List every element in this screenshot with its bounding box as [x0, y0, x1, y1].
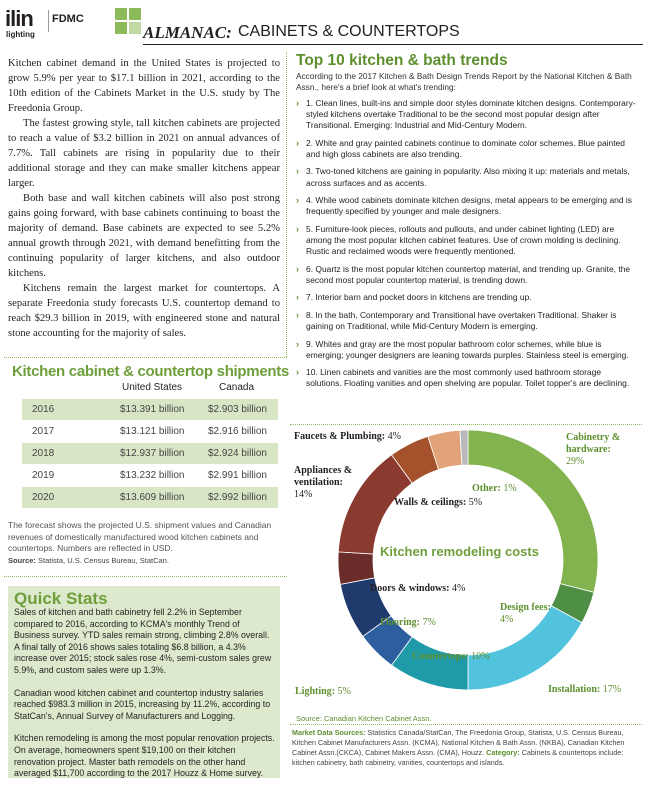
- label-text: Countertops:: [412, 651, 469, 662]
- year-cell: 2020: [32, 492, 55, 503]
- label-text: Cabinetry & hardware:: [566, 432, 621, 455]
- us-cell: $13.232 billion: [120, 470, 185, 481]
- label-flooring: [380, 617, 436, 629]
- canada-cell: $2.991 billion: [208, 470, 267, 481]
- quick-stats-body: [14, 607, 276, 786]
- year-cell: 2019: [32, 470, 55, 481]
- table-row: [22, 442, 278, 464]
- table-row: [22, 486, 278, 508]
- chevron-right-icon: ›: [296, 137, 299, 148]
- trend-text: 6. Quartz is the most popular kitchen countertop material, and trending up. Granite, the second most popular countertop material, is trending down.: [306, 263, 631, 285]
- article-paragraph-4: Kitchens remain the largest market for countertops. A separate Freedonia study forecasts U.S. countertop demand to reach $29.3 billion in 2019, with engineered stone and natural stone accounting for the majority of sales.: [8, 283, 280, 339]
- chevron-right-icon: ›: [296, 338, 299, 349]
- category-text: Cabinets & countertops include: kitchen cabinetry, bath cabinetry, vanities, countertops and islands.: [292, 748, 624, 767]
- source-text: Canadian Kitchen Cabinet Assn.: [323, 714, 432, 723]
- header-rule: [143, 44, 643, 45]
- us-cell: $13.121 billion: [120, 426, 185, 437]
- trends-intro: According to the 2017 Kitchen & Bath Design Trends Report by the National Kitchen & Bath Assn., here's a brief look at what's trending:: [296, 71, 632, 92]
- trend-text: 9. Whites and gray are the most popular bathroom color schemes, while blue is emerging; younger designers are leaning towards purples. Stainless steel is emerging.: [306, 338, 629, 360]
- label-text: Design fees:: [500, 602, 551, 613]
- us-cell: $12.937 billion: [120, 448, 185, 459]
- quick-stats-title: Quick Stats: [14, 589, 108, 608]
- page-header: [0, 0, 645, 50]
- label-text: Walls & ceilings:: [394, 497, 467, 508]
- page-title: CABINETS & COUNTERTOPS: [238, 23, 460, 40]
- shipments-note: The forecast shows the projected U.S. shipment values and Canadian revenues of domestically manufactured wood kitchen cabinets and countertops. Numbers are reflected in USD.: [8, 520, 272, 553]
- trends-list: [296, 98, 636, 396]
- label-text: Other:: [472, 483, 501, 494]
- chevron-right-icon: ›: [296, 195, 299, 206]
- market-sources-label: Market Data Sources:: [292, 728, 366, 737]
- list-item: [296, 339, 636, 361]
- column-divider: [286, 52, 287, 357]
- list-item: [296, 195, 636, 217]
- trend-text: 8. In the bath, Contemporary and Transitional have overtaken Traditional. Shaker is gaining on Traditional, while Mid-Century Modern is emerging.: [306, 309, 617, 331]
- category-label: Category:: [486, 748, 520, 757]
- quick-stats-paragraph-2: Canadian wood kitchen cabinet and countertop industry salaries reached $983.3 million in 2015, increasing by 11.2%, according to StatCan's, Annual Survey of Manufacturers and Logging.: [14, 687, 271, 721]
- source-label: Source:: [296, 714, 322, 723]
- market-data-sources: [292, 728, 642, 768]
- source-label: Source:: [8, 556, 36, 565]
- market-sources-text: Statistics Canada/StatCan, The Freedonia Group, Statista, U.S. Census Bureau, Kitchen Cabinet Manufacturers Assn. (KCMA), National Kitchen & Bath Assn. (NKBA), Canadian Kitchen Cabinet Assn.(CKCA), Cabinet Makers Assn. (CMA), Houzz.: [292, 728, 625, 757]
- canada-cell: $2.916 billion: [208, 426, 267, 437]
- chevron-right-icon: ›: [296, 367, 299, 378]
- source-text: Statista, U.S. Census Bureau, StatCan.: [38, 556, 169, 565]
- chevron-right-icon: ›: [296, 292, 299, 303]
- column-header-canada: Canada: [219, 382, 255, 393]
- label-text: Installation:: [548, 684, 601, 695]
- label-value: 4%: [451, 583, 466, 594]
- page-title-almanac: ALMANAC:: [143, 23, 232, 42]
- list-item: [296, 310, 636, 332]
- section-divider: [4, 576, 287, 577]
- label-value: 4%: [500, 614, 514, 625]
- label-text: Faucets & Plumbing:: [294, 431, 386, 442]
- trends-title: Top 10 kitchen & bath trends: [296, 52, 508, 69]
- label-value: 7%: [422, 617, 436, 628]
- shipments-title: Kitchen cabinet & countertop shipments: [12, 363, 289, 380]
- logo-fdmc: FDMC: [52, 13, 84, 25]
- list-item: [296, 292, 636, 303]
- trend-text: 5. Furniture-look pieces, rollouts and pullouts, and under cabinet lighting (LED) are among the most popular kitchen cabinet features. Use of crown molding is declining. Rustic and reclaimed woods were frequently mentioned.: [306, 223, 621, 257]
- list-item: [296, 224, 636, 257]
- label-faucets-plumbing: [294, 431, 401, 443]
- label-text: Appliances & ventilation:: [294, 465, 353, 488]
- label-value: 29%: [566, 456, 585, 467]
- trend-text: 3. Two-toned kitchens are gaining in popularity. Also mixing it up: materials and metals, across surfaces and as accents.: [306, 166, 630, 188]
- label-design-fees: [500, 602, 551, 626]
- us-cell: $13.391 billion: [120, 404, 185, 415]
- chevron-right-icon: ›: [296, 263, 299, 274]
- label-other: [472, 483, 517, 495]
- header-square-1: [115, 8, 127, 20]
- label-value: 1%: [503, 483, 517, 494]
- column-header-us: United States: [122, 382, 183, 393]
- table-row: [22, 398, 278, 420]
- label-value: 10%: [471, 651, 490, 662]
- us-cell: $13.609 billion: [120, 492, 185, 503]
- chevron-right-icon: ›: [296, 309, 299, 320]
- chevron-right-icon: ›: [296, 98, 299, 108]
- logo-lighting: lighting: [6, 30, 35, 39]
- chart-title: Kitchen remodeling costs: [380, 544, 539, 559]
- article-paragraph-2: The fastest growing style, tall kitchen cabinets are projected to reach a value of $3.2 billion in 2021 on annual advances of 7.7%. Tall cabinets are rising in popularity due to their additional storage and they can make smaller kitchens appear larger.: [8, 118, 280, 189]
- canada-cell: $2.992 billion: [208, 492, 267, 503]
- canada-cell: $2.924 billion: [208, 448, 267, 459]
- label-appliances: [294, 465, 364, 501]
- table-row: [22, 464, 278, 486]
- label-text: Flooring:: [380, 617, 420, 628]
- article-body: [8, 56, 280, 341]
- header-square-4: [129, 22, 141, 34]
- label-text: Lighting:: [295, 686, 336, 697]
- year-cell: 2017: [32, 426, 55, 437]
- chevron-right-icon: ›: [296, 166, 299, 177]
- label-countertops: [412, 651, 490, 663]
- article-paragraph-3: Both base and wall kitchen cabinets will also post strong gains going forward, with base cabinets continuing to boast the majority of demand. Base cabinets are expected to see 5.2% annual growth through 2021, with demand benefitting from the continuing popularity of larger kitchens, and also outdoor kitchens.: [8, 193, 280, 279]
- trend-text: 7. Interior barn and pocket doors in kitchens are trending up.: [306, 292, 532, 303]
- label-value: 4%: [387, 431, 401, 442]
- list-item: [296, 98, 636, 131]
- trend-text: 4. While wood cabinets dominate kitchen designs, metal appears to be emerging and is frequently specified by younger and male designers.: [306, 195, 632, 217]
- label-walls-ceilings: [394, 497, 482, 509]
- label-text: Doors & windows:: [370, 583, 450, 594]
- list-item: [296, 264, 636, 286]
- chevron-right-icon: ›: [296, 223, 299, 234]
- label-value: 5%: [337, 686, 351, 697]
- list-item: [296, 138, 636, 160]
- article-paragraph-1: Kitchen cabinet demand in the United States is projected to grow 5.9% per year to $17.1 billion in 2021, according to the 10th edition of the Cabinets Market in the U.S. study by The Freedonia Group.: [8, 58, 280, 114]
- canada-cell: $2.903 billion: [208, 404, 267, 415]
- label-installation: [548, 684, 621, 696]
- trend-text: 1. Clean lines, built-ins and simple door styles dominate kitchen designs. Contemporary-styled kitchens overtake Traditional to be the second most popular design after Transitional. Emerging: Industrial and Mid-Century Modern.: [306, 98, 636, 131]
- quick-stats-paragraph-1: Sales of kitchen and bath cabinetry fell 2.2% in September compared to 2016, according to KCMA's monthly Trend of Business survey. YTD sales remain strong, climbing 2.8% overall. A final tally of 2016 shows sales totaling $6.8 billion, a 4.3% increase over 2015; stock sales rose 4%, semi-custom sales grew 5.9%, and custom sales were up 1.3%.: [14, 607, 272, 675]
- label-cabinetry: [566, 432, 638, 468]
- logo-divider: [48, 10, 49, 32]
- table-row: [22, 420, 278, 442]
- section-divider: [290, 724, 642, 725]
- year-cell: 2016: [32, 404, 55, 415]
- header-square-2: [129, 8, 141, 20]
- year-cell: 2018: [32, 448, 55, 459]
- label-lighting: [295, 686, 351, 698]
- logo-ilin: ilin: [5, 6, 33, 31]
- header-square-3: [115, 22, 127, 34]
- label-value: 17%: [602, 684, 622, 695]
- label-value: 5%: [468, 497, 483, 508]
- label-value: 14%: [294, 489, 313, 500]
- trend-text: 10. Linen cabinets and vanities are the most commonly used bathroom storage solutions. Floating vanities and open shelving are popular. Toilet topper's are declining.: [306, 367, 630, 389]
- trend-text: 2. White and gray painted cabinets continue to dominate color schemes. Blue painted and high gloss cabinets are also trending.: [306, 137, 625, 159]
- section-divider: [4, 357, 287, 358]
- list-item: [296, 367, 636, 389]
- shipments-source: [8, 556, 169, 565]
- quick-stats-paragraph-3: Kitchen remodeling is among the most popular renovation projects. On average, homeowners spent $19,100 on their kitchen renovation project. Master bath remodels on the other hand averaged $11,700 according to the 2017 Houzz & Home survey.: [14, 733, 275, 779]
- chart-source: [296, 714, 432, 723]
- list-item: [296, 166, 636, 188]
- label-doors-windows: [370, 583, 465, 595]
